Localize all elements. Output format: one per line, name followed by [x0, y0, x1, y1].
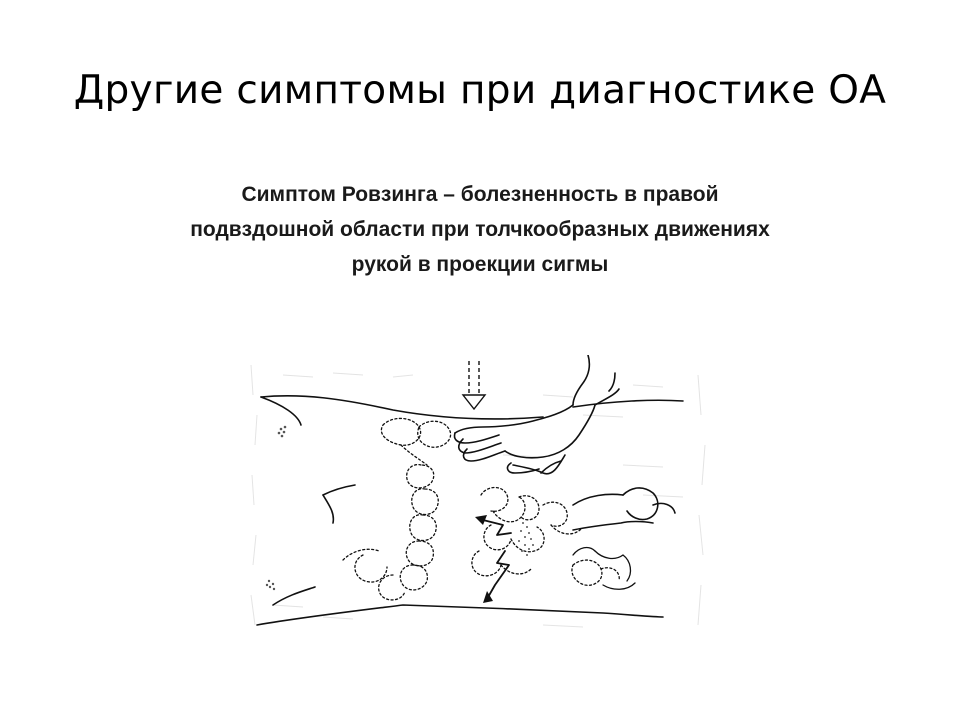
slide-title: Другие симптомы при диагностике ОА [73, 68, 887, 113]
rovsing-sign-description: Симптом Ровзинга – болезненность в правой подвздошной области при толчкообразных движениях рукой в проекции сигмы [190, 183, 770, 276]
abdomen-palpation-illustration [243, 355, 718, 645]
abdomen-drawing-icon [243, 355, 718, 645]
